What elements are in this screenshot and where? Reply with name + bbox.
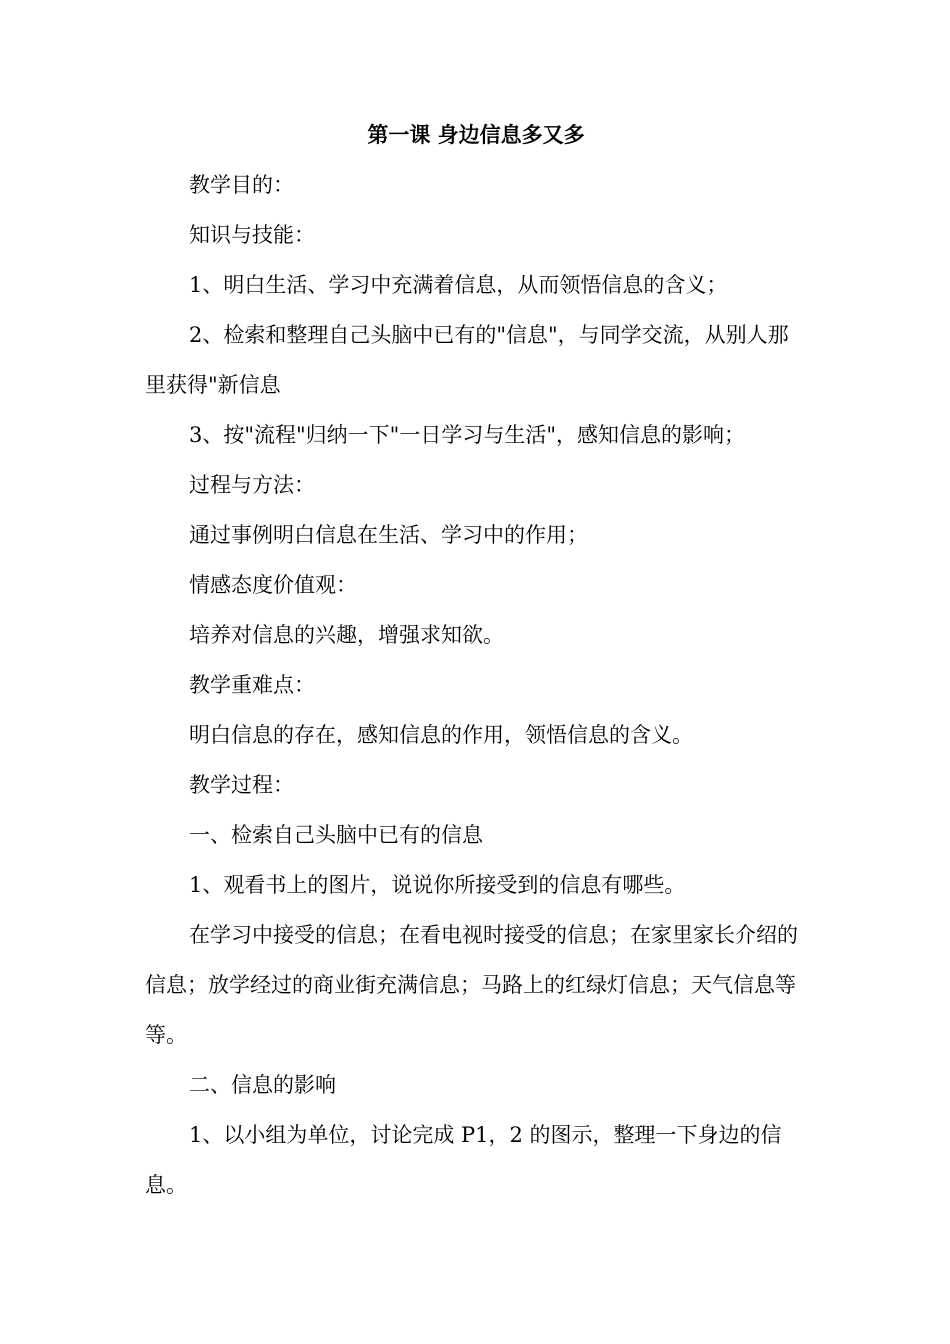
paragraph-attitude-detail: 培养对信息的兴趣，增强求知欲。 [189,623,504,647]
paragraph-process-detail: 通过事例明白信息在生活、学习中的作用； [189,523,588,547]
paragraph-section-2-item-1: 1、以小组为单位，讨论完成 P1，2 的图示，整理一下身边的信息。 [145,1123,782,1197]
paragraph-teaching-process: 教学过程： [189,773,294,797]
paragraph-section-1-examples: 在学习中接受的信息；在看电视时接受的信息；在家里家长介绍的信息；放学经过的商业街充满信息；马路上的红绿灯信息；天气信息等等。 [145,923,798,1047]
paragraph-process-method: 过程与方法： [189,473,315,497]
paragraph-teaching-objectives: 教学目的： [189,173,294,197]
paragraph-key-points-detail: 明白信息的存在，感知信息的作用，领悟信息的含义。 [189,723,693,747]
paragraph-section-1-item-1: 1、观看书上的图片，说说你所接受到的信息有哪些。 [189,873,686,897]
paragraph-section-2-heading: 二、信息的影响 [189,1073,336,1097]
paragraph-attitude-values: 情感态度价值观： [189,573,357,597]
paragraph-objective-3: 3、按"流程"归纳一下"一日学习与生活"，感知信息的影响； [189,423,745,447]
lesson-title: 第一课 身边信息多又多 [367,122,585,147]
document-body [145,110,807,1210]
paragraph-objective-2: 2、检索和整理自己头脑中已有的"信息"，与同学交流，从别人那里获得"新信息 [145,323,789,397]
paragraph-knowledge-skills: 知识与技能： [189,223,315,247]
paragraph-objective-1: 1、明白生活、学习中充满着信息，从而领悟信息的含义； [189,273,728,297]
paragraph-section-1-heading: 一、检索自己头脑中已有的信息 [189,823,483,847]
paragraph-key-points: 教学重难点： [189,673,315,697]
